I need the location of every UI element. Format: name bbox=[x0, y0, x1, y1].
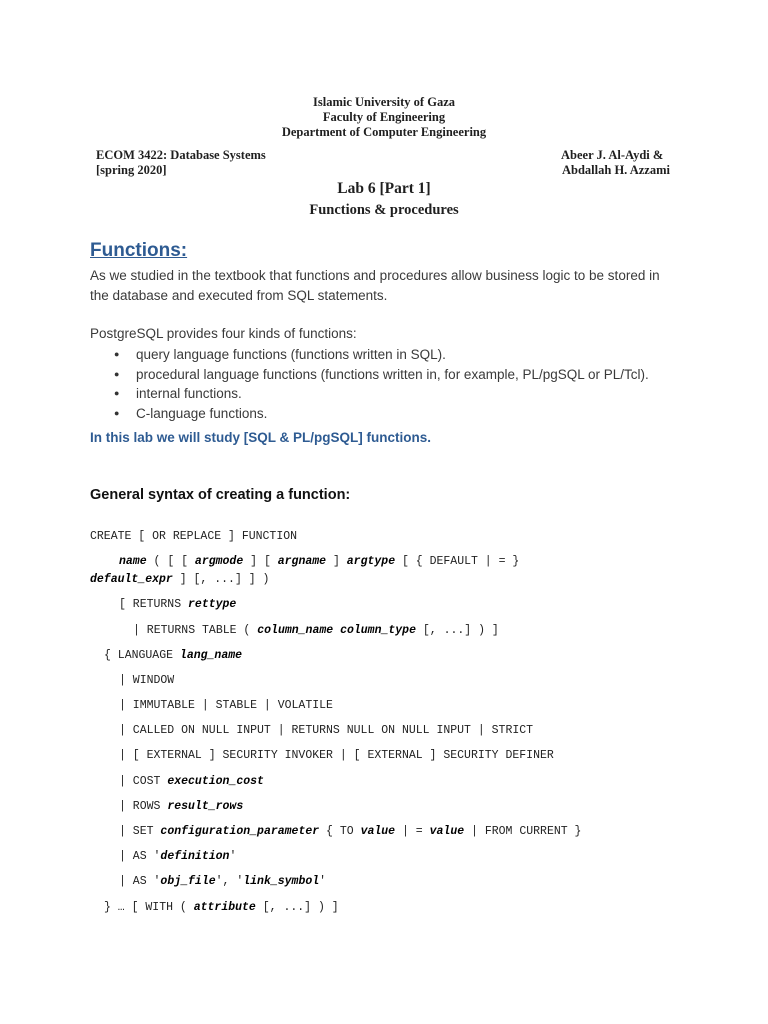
section-title: Functions: bbox=[90, 240, 188, 261]
list-item: ● C-language functions. bbox=[90, 404, 649, 424]
list-item: ● query language functions (functions written in SQL). bbox=[90, 345, 649, 365]
intro-line-2: the database and executed from SQL statements. bbox=[90, 288, 388, 303]
university-name: Islamic University of Gaza bbox=[313, 95, 455, 109]
faculty-name: Faculty of Engineering bbox=[322, 110, 446, 124]
syntax-line-10: | [ EXTERNAL ] SECURITY INVOKER | [ EXTERNAL ] SECURITY DEFINER bbox=[119, 749, 554, 762]
function-kinds-list bbox=[90, 345, 649, 423]
semester: [spring 2020] bbox=[96, 163, 167, 177]
syntax-line-3: default_expr ] [, ...] ] ) bbox=[90, 573, 270, 586]
syntax-line-12: | ROWS result_rows bbox=[119, 800, 244, 813]
lab-focus-note: In this lab we will study [SQL & PL/pgSQL] functions. bbox=[90, 430, 432, 445]
syntax-line-16: } … [ WITH ( attribute [, ...] ) ] bbox=[104, 901, 339, 914]
author-2: Abdallah H. Azzami bbox=[562, 163, 670, 177]
syntax-line-9: | CALLED ON NULL INPUT | RETURNS NULL ON NULL INPUT | STRICT bbox=[119, 724, 534, 737]
syntax-line-1: CREATE [ OR REPLACE ] FUNCTION bbox=[90, 530, 298, 543]
syntax-line-14: | AS 'definition' bbox=[119, 850, 237, 863]
intro-line-1: As we studied in the textbook that functions and procedures allow business logic to be stored in bbox=[90, 268, 660, 283]
lab-title: Lab 6 [Part 1] bbox=[337, 180, 431, 197]
author-1: Abeer J. Al-Aydi & bbox=[561, 148, 664, 162]
syntax-line-2: name ( [ [ argmode ] [ argname ] argtype [ { DEFAULT | = } bbox=[119, 555, 520, 568]
list-item: ● procedural language functions (functions written in, for example, PL/pgSQL or PL/Tcl). bbox=[90, 365, 649, 385]
lab-subtitle: Functions & procedures bbox=[309, 202, 459, 218]
syntax-line-11: | COST execution_cost bbox=[119, 775, 264, 788]
syntax-line-4: [ RETURNS rettype bbox=[119, 598, 237, 611]
list-item: ● internal functions. bbox=[90, 384, 649, 404]
syntax-line-15: | AS 'obj_file', 'link_symbol' bbox=[119, 875, 327, 888]
syntax-line-6: { LANGUAGE lang_name bbox=[104, 649, 243, 662]
course-name: ECOM 3422: Database Systems bbox=[96, 148, 266, 162]
kinds-intro: PostgreSQL provides four kinds of functions: bbox=[90, 326, 357, 341]
syntax-line-13: | SET configuration_parameter { TO value | = value | FROM CURRENT } bbox=[119, 825, 582, 838]
syntax-heading: General syntax of creating a function: bbox=[90, 487, 351, 503]
syntax-line-7: | WINDOW bbox=[119, 674, 175, 687]
department-name: Department of Computer Engineering bbox=[281, 125, 487, 139]
syntax-line-8: | IMMUTABLE | STABLE | VOLATILE bbox=[119, 699, 333, 712]
syntax-line-5: | RETURNS TABLE ( column_name column_type [, ...] ) ] bbox=[133, 624, 499, 637]
